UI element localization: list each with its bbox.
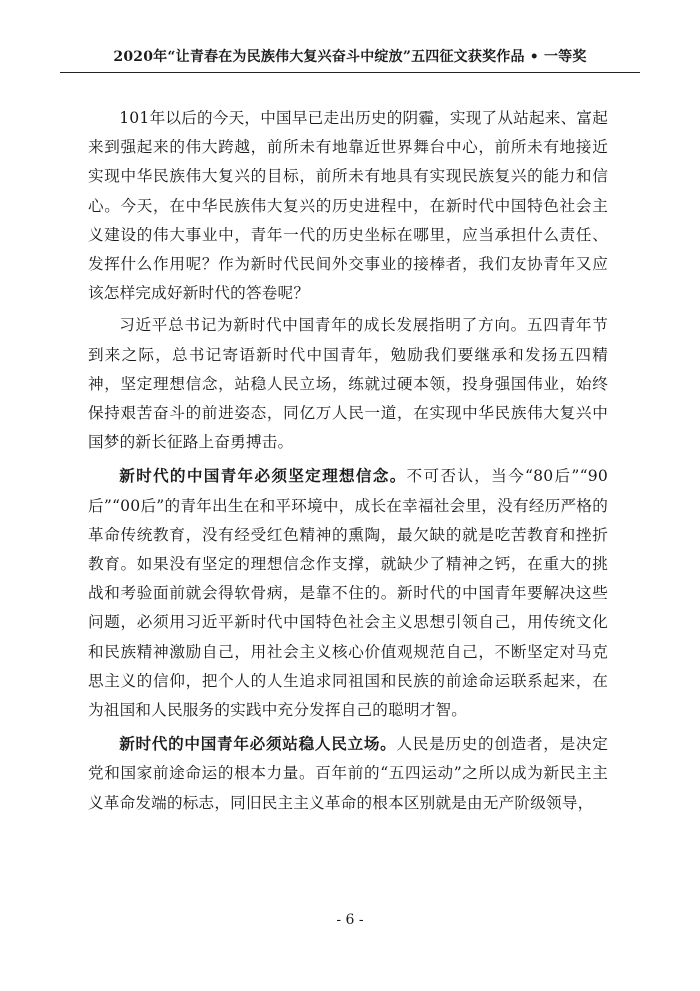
paragraph-text: 习近平总书记为新时代中国青年的成长发展指明了方向。五四青年节到来之际，总书记寄语新时代中国青年，勉励我们要继承和发扬五四精神，坚定理想信念，站稳人民立场，练就过硬本领，投身强国伟业，始终保持艰苦奋斗的前进姿态，同亿万人民一道，在实现中华民族伟大复兴中国梦的新长征路上奋勇搏击。 <box>88 316 608 452</box>
page-number: - 6 - <box>336 912 364 928</box>
body-text <box>88 104 608 818</box>
paragraph-text: 人民是历史的创造者，是决定党和国家前途命运的根本力量。百年前的“五四运动”之所以成为新民主主义革命发端的标志，同旧民主主义革命的根本区别就是由无产阶级领导， <box>88 735 608 812</box>
paragraph <box>88 461 608 725</box>
paragraph-lead: 新时代的中国青年必须坚定理想信念。 <box>119 466 407 486</box>
paragraph-lead: 新时代的中国青年必须站稳人民立场。 <box>119 734 397 754</box>
paragraph <box>88 729 608 818</box>
paragraph <box>88 311 608 457</box>
header-rule <box>60 72 640 73</box>
paragraph <box>88 104 608 308</box>
paragraph-text: 不可否认，当今“80后”“90后”“00后”的青年出生在和平环境中，成长在幸福社会里，没有经历严格的革命传统教育，没有经受红色精神的熏陶，最欠缺的就是吃苦教育和挫折教育。如果没有坚定的理想信念作支撑，就缺少了精神之钙，在重大的挑战和考验面前就会得软骨病，是靠不住的。新时代的中国青年要解决这些问题，必须用习近平新时代中国特色社会主义思想引领自己，用传统文化和民族精神激励自己，用社会主义核心价值观规范自己，不断坚定对马克思主义的信仰，把个人的人生追求同祖国和民族的前途命运联系起来，在为祖国和人民服务的实践中充分发挥自己的聪明才智。 <box>88 467 608 720</box>
running-header: 2020年“让青春在为民族伟大复兴奋斗中绽放”五四征文获奖作品 • 一等奖 <box>113 49 587 65</box>
paragraph-text: 101年以后的今天，中国早已走出历史的阴霾，实现了从站起来、富起来到强起来的伟大跨越，前所未有地靠近世界舞台中心，前所未有地接近实现中华民族伟大复兴的目标，前所未有地具有实现民族复兴的能力和信心。今天，在中华民族伟大复兴的历史进程中，在新时代中国特色社会主义建设的伟大事业中，青年一代的历史坐标在哪里，应当承担什么责任、发挥什么作用呢？作为新时代民间外交事业的接棒者，我们友协青年又应该怎样完成好新时代的答卷呢？ <box>88 109 608 303</box>
